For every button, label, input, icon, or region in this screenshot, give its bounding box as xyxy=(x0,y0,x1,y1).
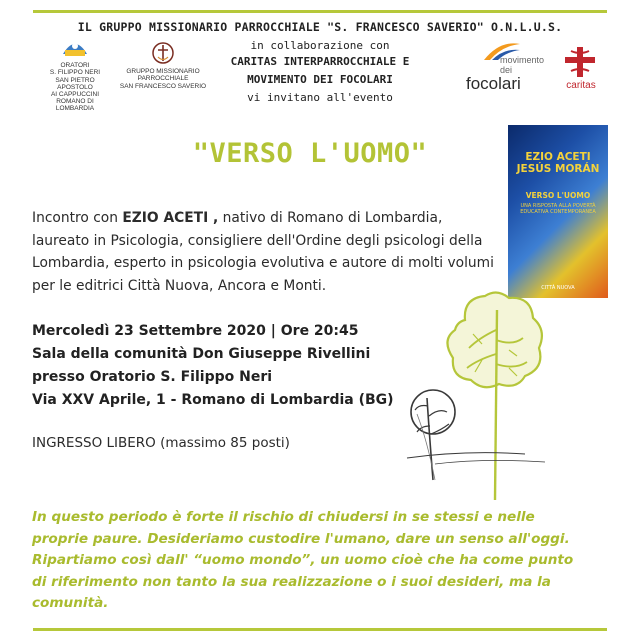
event-location: presso Oratorio S. Filippo Neri xyxy=(32,369,273,385)
top-divider xyxy=(33,10,607,13)
focolari-small-text: movimento dei xyxy=(500,55,545,75)
gruppo-line: PARROCCHIALE xyxy=(137,75,189,83)
book-subtitle: UNA RISPOSTA ALLA POVERTÀ EDUCATIVA CONTEMPORANEA xyxy=(520,203,596,215)
oratori-logo xyxy=(40,36,110,113)
closing-quote: In questo periodo è forte il rischio di chiudersi in se stessi e nelle proprie paure. Desideriamo custodire l'umano, dare un senso all'oggi. Ripartiamo così dall' “uomo mondo”, un uomo cioè che ha come punto di riferimento non tanto la sua realizzazione o i suoi desideri, ma la comunità. xyxy=(32,509,574,611)
event-venue: Sala della comunità Don Giuseppe Rivellini xyxy=(32,346,371,362)
organizer-title: IL GRUPPO MISSIONARIO PARROCCHIALE "S. FRANCESCO SAVERIO" O.N.L.U.S. xyxy=(77,20,563,34)
header-line-caritas: CARITAS INTERPARROCCHIALE E xyxy=(230,55,410,68)
speaker-name: EZIO ACETI , xyxy=(122,210,219,226)
caritas-cross-icon xyxy=(563,45,597,79)
book-publisher: CITTÀ NUOVA xyxy=(541,285,575,291)
event-address: Via XXV Aprile, 1 - Romano di Lombardia (BG) xyxy=(32,392,394,408)
focolari-name: focolari xyxy=(466,74,521,93)
gruppo-line: SAN FRANCESCO SAVERIO xyxy=(119,82,207,90)
book-author-2: JESÚS MORÁN xyxy=(516,163,600,175)
event-title: "VERSO L'UOMO" xyxy=(192,138,428,169)
green-tree-icon xyxy=(447,292,541,500)
trees-illustration xyxy=(405,290,575,505)
grey-tree-icon xyxy=(411,390,455,480)
oratori-emblem-icon xyxy=(61,36,89,60)
book-author-1: EZIO ACETI xyxy=(525,151,591,163)
oratori-line: SAN PIETRO APOSTOLO xyxy=(55,76,95,91)
event-date: Mercoledì 23 Settembre 2020 | Ore 20:45 xyxy=(32,323,359,339)
header-line-invite: vi invitano all'evento xyxy=(247,91,393,104)
intro-paragraph xyxy=(32,207,500,297)
bottom-divider xyxy=(33,628,607,631)
header-line-collab: in collaborazione con xyxy=(250,39,390,52)
missionary-emblem-icon xyxy=(152,40,174,66)
oratori-line: ORATORI xyxy=(60,62,90,70)
book-cover xyxy=(508,125,608,298)
oratori-line: ROMANO DI LOMBARDIA xyxy=(55,98,95,113)
intro-text: nativo di Romano di Lombardia, laureato in Psicologia, consigliere dell'Ordine degli psicologi della Lombardia, esperto in psicologia evolutiva e autore di molti volumi per le editrici Città Nuova, Ancora e Monti. xyxy=(32,210,494,294)
intro-prefix: Incontro con xyxy=(32,210,123,226)
oratori-line: S. FILIPPO NERI xyxy=(49,69,101,77)
gruppo-missionario-logo xyxy=(118,40,208,90)
entry-info: INGRESSO LIBERO (massimo 85 posti) xyxy=(32,435,290,451)
oratori-line: AI CAPPUCCINI xyxy=(50,91,100,99)
book-authors xyxy=(508,151,608,175)
gruppo-line: GRUPPO MISSIONARIO xyxy=(126,68,200,76)
caritas-label: caritas xyxy=(566,80,596,91)
header-line-focolari: MOVIMENTO DEI FOCOLARI xyxy=(247,73,393,86)
book-title: VERSO L'UOMO xyxy=(525,191,591,200)
focolari-logo xyxy=(466,55,546,93)
